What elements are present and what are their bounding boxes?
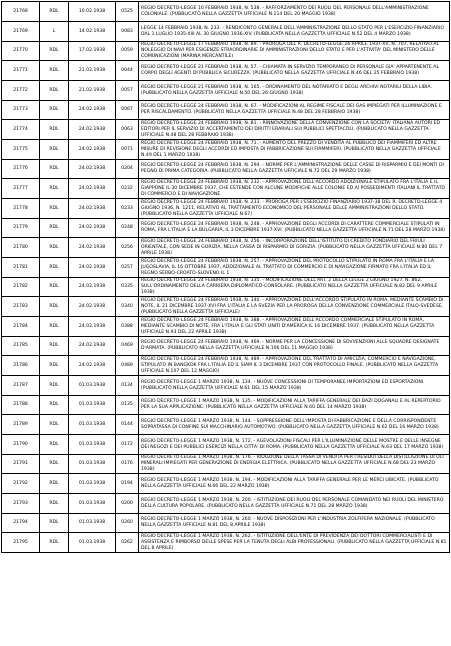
- record-type: RDL: [40, 199, 69, 219]
- record-number: 21772: [2, 81, 40, 101]
- table-row: [2, 160, 450, 179]
- record-number: 21789: [2, 415, 40, 435]
- table-row: [2, 61, 450, 81]
- record-code: 0063: [116, 120, 139, 140]
- table-row: [2, 42, 450, 61]
- record-description: REGIO DECRETO-LEGGE 24 FEBBRAIO 1938, N. 71. - AUMENTO DEL PREZZO DI VENDITA AL PUBBLICO DEI FIAMMIFERI ED ALTRE MISURE DI REVISIONE DEGLI ACCORDI ED IMPOSTA DI FABBRICAZIONE SUI FIAMMIFERI. (PUBBLICATO NELLA GAZZETTA UFFICIALE N.49 DEL 1 MARZO 1938): [139, 140, 450, 160]
- record-type: RDL: [40, 238, 69, 258]
- record-number: 21784: [2, 317, 40, 337]
- document-page: [1, 1, 450, 644]
- record-type: RDL: [40, 160, 69, 179]
- record-number: 21768: [2, 2, 40, 22]
- table-row: [2, 514, 450, 533]
- record-type: RDL: [40, 356, 69, 376]
- record-description: REGIO DECRETO-LEGGE 24 FEBBRAIO 1938, N. 67. - MODIFICAZIONI AL REGIME FISCALE DEI GAS IMPIEGATI PER ILLUMINAZIONE E PER RISCALDAMENTO. (PUBBLICATO NELLA GAZZETTA UFFICIALE N.48 DEL 28 FEBBRAIO 1938): [139, 101, 450, 120]
- table-row: [2, 258, 450, 278]
- record-date: 24.02.1938: [69, 238, 116, 258]
- record-description: REGIO DECRETO-LEGGE 1 MARZO 1938, N. 260. - NUOVE DISPOSIZIONI PER L'INDUSTRIA ZOLFIFERA NAZIONALE. (PUBBLICATO NELLA GAZZETTA UFFICIALE N.81 DEL 8 APRILE 1938): [139, 514, 450, 533]
- record-number: 21775: [2, 140, 40, 160]
- record-date: 10.02.1938: [69, 2, 116, 22]
- table-row: [2, 81, 450, 101]
- record-number: 21790: [2, 435, 40, 455]
- record-description: REGIO DECRETO-LEGGE 1 MARZO 1938, N. 135. - MODIFICAZIONI ALLA TARIFFA GENERALE DEI DAZI DOGANALI E AL REPERTORIO PER LA SUA APPLICAZIONE. (PUBBLICATO NELLA GAZZETTA UFFICIALE N.60 DEL 14 MARZO 1938): [139, 396, 450, 415]
- record-type: RDL: [40, 297, 69, 317]
- record-date: 01.03.1938: [69, 533, 116, 553]
- record-number: 21778: [2, 199, 40, 219]
- record-code: 0176: [116, 455, 139, 474]
- record-date: 01.03.1938: [69, 435, 116, 455]
- record-type: RDL: [40, 514, 69, 533]
- table-row: [2, 415, 450, 435]
- record-code: 0200: [116, 494, 139, 514]
- record-date: 01.03.1938: [69, 474, 116, 494]
- record-number: 21783: [2, 297, 40, 317]
- record-code: 0525: [116, 2, 139, 22]
- record-type: RDL: [40, 258, 69, 278]
- record-type: RDL: [40, 140, 69, 160]
- record-type: RDL: [40, 101, 69, 120]
- record-description: REGIO DECRETO-LEGGE 1 MARZO 1938, N. 176. - RIDUZIONE DELLA TASSA DI VENDITA PER I RESIDUI DELLA DISTILLAZIONE DI OLI MINERALI IMPIEGATI PER GENERAZIONE DI ENERGIA ELETTRICA. (PUBBLICATO NELLA GAZZETTA UFFICIALE N.68 DEL 23 MARZO 1938): [139, 455, 450, 474]
- record-code: 0067: [116, 101, 139, 120]
- record-date: 24.02.1938: [69, 317, 116, 337]
- record-description: REGIO DECRETO-LEGGE 1 MARZO 1938, N. 200. - ISTITUZIONE DEI RUOLI DEL PERSONALE COMANDATO NEI RUOLI DEL MINISTERO DELLA CULTURA POPOLARE. (PUBBLICATO NELLA GAZZETTA UFFICIALE N.71 DEL 28 MARZO 1938): [139, 494, 450, 514]
- table-row: [2, 238, 450, 258]
- record-code: 0144: [116, 415, 139, 435]
- records-table-body: [2, 2, 450, 553]
- table-row: [2, 120, 450, 140]
- record-type: RDL: [40, 396, 69, 415]
- table-row: [2, 396, 450, 415]
- record-type: RDL: [40, 61, 69, 81]
- record-description: REGIO DECRETO-LEGGE 24 FEBBRAIO 1938, N. 335. - MODIFICAZIONE DELL'ART. 2 DELLA LEGGE 2 GIUGNO 1927, N. 862, SULL'ORDINAMENTO DELLA CARRIERA DIPLOMATICO-CONSOLARE. (PUBBLICATO NELLA GAZZETTA UFFICIALE N.82 DEL 9 APRILE 1938): [139, 278, 450, 297]
- record-date: 24.02.1938: [69, 140, 116, 160]
- record-number: 21785: [2, 337, 40, 356]
- table-row: [2, 140, 450, 160]
- record-date: 24.02.1938: [69, 120, 116, 140]
- record-type: RDL: [40, 317, 69, 337]
- record-number: 21770: [2, 42, 40, 61]
- record-type: RDL: [40, 337, 69, 356]
- record-date: 24.02.1938: [69, 219, 116, 238]
- table-row: [2, 2, 450, 22]
- record-description: REGIO DECRETO-LEGGE 24 FEBBRAIO 1938, N. 340. - APPROVAZIONE DELL'ACCORDO STIPULATO IN ROMA, MEDIANTE SCAMBIO DI NOTE, IL 21 DICEMBRE 1937-XVI FRA L'ITALIA E LA SVEZIA PER LA PROROGA DELLA CONVENZIONE COMMERCIALE ITALO-SVEDESE. (PUBBLICATO NELLA GAZZETTA UFFICIALE): [139, 297, 450, 317]
- record-type: RDL: [40, 435, 69, 455]
- record-type: RDL: [40, 42, 69, 61]
- records-table: [1, 1, 450, 553]
- record-type: RDL: [40, 219, 69, 238]
- record-number: 21794: [2, 514, 40, 533]
- record-description: REGIO DECRETO-LEGGE 24 FEBBRAIO 1938, N. 233. - PROROGA PER L'ESERCIZIO FINANZIARIO 1937-38 DEL R. DECRETO-LEGGE 4 GIUGNO 1936, N. 1211, RELATIVO AL TRATTAMENTO ECONOMICO DEL PERSONALE DELLE AMMINISTRAZIONI DELLO STATO. (PUBBLICATO NELLA GAZZETTA UFFICIALE N.67): [139, 199, 450, 219]
- record-number: 21773: [2, 101, 40, 120]
- record-code: 0335: [116, 278, 139, 297]
- record-date: 24.02.1938: [69, 179, 116, 199]
- record-date: 01.03.1938: [69, 514, 116, 533]
- record-number: 21777: [2, 179, 40, 199]
- record-type: RDL: [40, 474, 69, 494]
- record-type: L: [40, 22, 69, 42]
- record-type: RDL: [40, 494, 69, 514]
- record-type: RDL: [40, 278, 69, 297]
- record-code: 0257: [116, 258, 139, 278]
- record-date: 24.02.1938: [69, 101, 116, 120]
- record-number: 21787: [2, 376, 40, 396]
- record-date: 24.02.1938: [69, 297, 116, 317]
- record-number: 21769: [2, 22, 40, 42]
- record-description: REGIO DECRETO-LEGGE 24 FEBBRAIO 1938, N. 248. - APPROVAZIONE DEGLI ACCORDI DI CARATTERE COMMERCIALE STIPULATI IN ROMA, FRA L'ITALIA E LA BULGARIA, IL 3 DICEMBRE 1937-XVI. (PUBBLICATO NELLA GAZZETTA UFFICIALE N.71 DEL 28 MARZO 1938): [139, 219, 450, 238]
- record-date: 01.03.1938: [69, 494, 116, 514]
- table-row: [2, 435, 450, 455]
- record-code: 0233: [116, 199, 139, 219]
- record-number: 21780: [2, 238, 40, 258]
- record-code: 0388: [116, 317, 139, 337]
- record-code: 0135: [116, 396, 139, 415]
- record-description: REGIO DECRETO-LEGGE 1 MARZO 1938, N. 134. - NUOVE CONCESSIONI DI TEMPORANEE IMPORTAZIONI ED ESPORTAZIONI. (PUBBLICATO NELLA GAZZETTA UFFICIALE N.61 DEL 15 MARZO 1938): [139, 376, 450, 396]
- record-date: 21.02.1938: [69, 61, 116, 81]
- record-type: RDL: [40, 2, 69, 22]
- record-date: 17.02.1938: [69, 42, 116, 61]
- table-row: [2, 219, 450, 238]
- record-number: 21792: [2, 474, 40, 494]
- record-description: REGIO DECRETO-LEGGE 21 FEBBRAIO 1938, N. 165. - ORDINAMENTO DEL NOTARIATO E DEGLI ARCHIVI NOTARILI DELLA LIBIA. (PUBBLICATO NELLA GAZZETTA UFFICIALE N.50 DEL 26 GIUGNO 1938): [139, 81, 450, 101]
- record-code: 0057: [116, 81, 139, 101]
- record-date: 24.02.1938: [69, 160, 116, 179]
- record-code: 0256: [116, 238, 139, 258]
- table-row: [2, 199, 450, 219]
- table-row: [2, 533, 450, 553]
- record-description: REGIO DECRETO-LEGGE 10 FEBBRAIO 1938, N. 538. - RAFFORZAMENTO DEI RUOLI DEL PERSONALE DELL'AMMINISTRAZIONE COLONIALE. (PUBBLICATO NELLA GAZZETTA UFFICIALE N.114 DEL 20 MAGGIO 1938): [139, 2, 450, 22]
- record-description: REGIO DECRETO-LEGGE 17 FEBBRAIO 1938, N. 89. - PROROGA DEL R. DECRETO-LEGGE 26 APRILE 1937-XV, N. 707, RELATIVO AL NOLEGGIO DI NAVI PER ESIGENZE STRAORDINARIE DI AMMINISTRAZIONI DELLO STATO E PER L'ATTIVITA' DEL MINISTERO DELLE COMUNICAZIONI (MARINA MERCANTILE): [139, 42, 450, 61]
- table-row: [2, 278, 450, 297]
- record-code: 0134: [116, 376, 139, 396]
- record-number: 21793: [2, 494, 40, 514]
- table-row: [2, 474, 450, 494]
- record-description: REGIO DECRETO-LEGGE 24 FEBBRAIO 1938, N. 256. - INCORPORAZIONE DELL'ISTITUTO DI CREDITO FONDIARIO DEL FRIULI ORIENTALE, CON SEDE IN GORIZIA, NELLA CASSA DI RISPARMIO DI GORIZIA. (PUBBLICATO NELLA GAZZETTA UFFICIALE N.80 DEL 7 APRILE 1938): [139, 238, 450, 258]
- record-code: 0059: [116, 42, 139, 61]
- record-code: 0071: [116, 140, 139, 160]
- record-description: REGIO DECRETO-LEGGE 24 FEBBRAIO 1938, N. 257. - APPROVAZIONE DEL PROTOCOLLO STIPULATO IN ROMA FRA L'ITALIA E LA JUGOSLAVIA, IL 16 OTTOBRE 1937, ADDIZIONALE AL TRATTATO DI COMMERCIO E DI NAVIGAZIONE FIRMATO FRA L'ITALIA ED IL REGNO SERBO-CROATO-SLOVENO IL 1: [139, 258, 450, 278]
- table-row: [2, 317, 450, 337]
- record-description: REGIO DECRETO-LEGGE 24 FEBBRAIO 1938, N. 388. - APPROVAZIONE DELL'ACCORDO COMMERCIALE STIPULATO IN ROMA, MEDIANTE SCAMBIO DI NOTE, FRA L'ITALIA E GLI STATI UNITI D'AMERICA IL 16 DICEMBRE 1937. (PUBBLICATO NELLA GAZZETTA UFFICIALE N.93 DEL 22 APRILE 1938): [139, 317, 450, 337]
- table-row: [2, 297, 450, 317]
- record-code: 0172: [116, 435, 139, 455]
- record-description: REGIO DECRETO-LEGGE 24 FEBBRAIO 1938, N. 294. - NORME PER L'AMMINISTRAZIONE DELLE CASSE DI RISPARMIO E DEI MONTI DI PEGNO DI PRIMA CATEGORIA. (PUBBLICATO NELLA GAZZETTA UFFICIALE N.72 DEL 29 MARZO 1938): [139, 160, 450, 179]
- record-code: 0262: [116, 533, 139, 553]
- record-code: 0194: [116, 474, 139, 494]
- record-number: 21779: [2, 219, 40, 238]
- record-date: 24.02.1938: [69, 278, 116, 297]
- table-row: [2, 356, 450, 376]
- record-description: REGIO DECRETO-LEGGE 24 FEBBRAIO 1938, N. 232. - APPROVAZIONE DELL'ACCORDO ADDIZIONALE STIPULATO FRA L'ITALIA E IL GIAPPONE IL 30 DICEMBRE 1937, CHE ESTENDE CON ALCUNE MODIFICHE ALLE COLONIE ED AI POSSEDIMENTI ITALIANI IL TRATTATO DI COMMERCIO E DI NAVIGAZIONE: [139, 179, 450, 199]
- record-type: RDL: [40, 179, 69, 199]
- record-date: 24.02.1938: [69, 258, 116, 278]
- record-type: RDL: [40, 415, 69, 435]
- record-date: 01.03.1938: [69, 376, 116, 396]
- record-description: REGIO DECRETO-LEGGE 1 MARZO 1938, N. 144. - SOPPRESSIONE DELL'IMPOSTA DI FABBRICAZIONE E DELLA CORRISPONDENTE SOPRATASSA DI CONFINE SUI MACCHINARIO AUTOMOTIVO. (PUBBLICATO NELLA GAZZETTA UFFICIALE N.62 DEL 16 MARZO 1938): [139, 415, 450, 435]
- record-number: 21771: [2, 61, 40, 81]
- record-date: 01.03.1938: [69, 455, 116, 474]
- table-row: [2, 101, 450, 120]
- record-type: RDL: [40, 120, 69, 140]
- record-date: 24.02.1938: [69, 199, 116, 219]
- record-description: REGIO DECRETO-LEGGE 24 FEBBRAIO 1938, N. 489. - APPROVAZIONE DEL TRATTATO DI AMICIZIA, COMMERCIO E NAVIGAZIONE, STIPULATO IN BANGKOK FRA L'ITALIA ED IL SIAM IL 3 DICEMBRE 1937 CON PROTOCOLLO FINALE. (PUBBLICATO NELLA GAZZETTA UFFICIALE N.107 DEL 12 MAGGIO): [139, 356, 450, 376]
- record-type: RDL: [40, 81, 69, 101]
- record-number: 21788: [2, 396, 40, 415]
- table-row: [2, 455, 450, 474]
- record-code: 0340: [116, 297, 139, 317]
- record-code: 0260: [116, 514, 139, 533]
- record-number: 21791: [2, 455, 40, 474]
- record-number: 21776: [2, 160, 40, 179]
- record-type: RDL: [40, 533, 69, 553]
- record-description: REGIO DECRETO-LEGGE 21 FEBBRAIO 1938, N. 57. - CHIAMATA IN SERVIZIO TEMPORANEO DI PERSONALE GIA' APPARTENENTE AL CORPO DEGLI AGENTI DI PUBBLICA SICUREZZA. (PUBBLICATO NELLA GAZZETTA UFFICIALE N.46 DEL 25 FEBBRAIO 1938): [139, 61, 450, 81]
- table-row: [2, 22, 450, 42]
- record-code: 0248: [116, 219, 139, 238]
- record-description: REGIO DECRETO-LEGGE 24 FEBBRAIO 1938, N. 81. - RINNOVAZIONE DELLA CONVENZIONE CON LA SOCIETA' ITALIANA AUTORI ED EDITORI PER IL SERVIZIO DI ACCERTAMENTO DEI DIRITTI ERARIALI SUI PUBBLICI SPETTACOLI. (PUBBLICATO NELLA GAZZETTA UFFICIALE N.48 DEL 28 FEBBRAIO 1938): [139, 120, 450, 140]
- record-description: LEGGE 14 FEBBRAIO 1938, N. 233. - RENDICONTO GENERALE DELL'AMMINISTRAZIONE DELLO STATO PER L'ESERCIZIO FINANZIARIO DAL 1 LUGLIO 1935-XIII AL 30 GIUGNO 1936-XIV. (PUBBLICATA NELLA GAZZETTA UFFICIALE N.52 DEL 4 MARZO 1938): [139, 22, 450, 42]
- table-row: [2, 376, 450, 396]
- record-type: RDL: [40, 376, 69, 396]
- record-date: 21.02.1938: [69, 81, 116, 101]
- record-code: 0044: [116, 61, 139, 81]
- record-description: REGIO DECRETO-LEGGE 1 MARZO 1938, N. 194. - MODIFICAZIONI ALLA TARIFFA GENERALE PER LE MERCI UBICATE. (PUBBLICATO NELLA GAZZETTA UFFICIALE N.66 DEL 22 MARZO 1938): [139, 474, 450, 494]
- record-date: 01.03.1938: [69, 415, 116, 435]
- record-date: 24.02.1938: [69, 337, 116, 356]
- record-description: REGIO DECRETO-LEGGE 1 MARZO 1938, N. 172. - AGEVOLAZIONI FISCALI PER L'ILLUMINAZIONE DELLE MOSTRE E DELLE INSEGNE DEI NEGOZI E DEI PUBBLICI ESERCIZI NELLA CITTA' DI ROMA. (PUBBLICATO NELLA GAZZETTA UFFICIALE N.63 DEL 17 MARZO 1938): [139, 435, 450, 455]
- record-number: 21795: [2, 533, 40, 553]
- record-description: REGIO DECRETO-LEGGE 1 MARZO 1938, N. 262. - ISTITUZIONE DELL'ENTE DI PREVIDENZA DEI DOTTORI COMMERCIALISTI E DI ASSISTENZA E RIMBORSO DELLE SPESE PER LA TENUTA DEGLI ALBI PROFESSIONALI. (PUBBLICATO NELLA GAZZETTA UFFICIALE N.81 DEL 8 APRILE): [139, 533, 450, 553]
- record-date: 01.03.1938: [69, 396, 116, 415]
- record-number: 21774: [2, 120, 40, 140]
- record-number: 21786: [2, 356, 40, 376]
- record-date: 14.02.1938: [69, 22, 116, 42]
- record-number: 21782: [2, 278, 40, 297]
- record-code: 0469: [116, 337, 139, 356]
- table-row: [2, 494, 450, 514]
- record-code: 0232: [116, 179, 139, 199]
- record-number: 21781: [2, 258, 40, 278]
- record-code: 0204: [116, 160, 139, 179]
- table-row: [2, 337, 450, 356]
- record-type: RDL: [40, 455, 69, 474]
- record-description: REGIO DECRETO-LEGGE 24 FEBBRAIO 1938, N. 469. - NORME PER LA CONCESSIONE DI SOVVENZIONI ALLE SQUADRE DESIGNATE D'ARMATA. (PUBBLICATO NELLA GAZZETTA UFFICIALE N.106 DEL 11 MAGGIO 1938): [139, 337, 450, 356]
- record-code: 0489: [116, 356, 139, 376]
- record-code: 0083: [116, 22, 139, 42]
- record-date: 24.02.1938: [69, 356, 116, 376]
- table-row: [2, 179, 450, 199]
